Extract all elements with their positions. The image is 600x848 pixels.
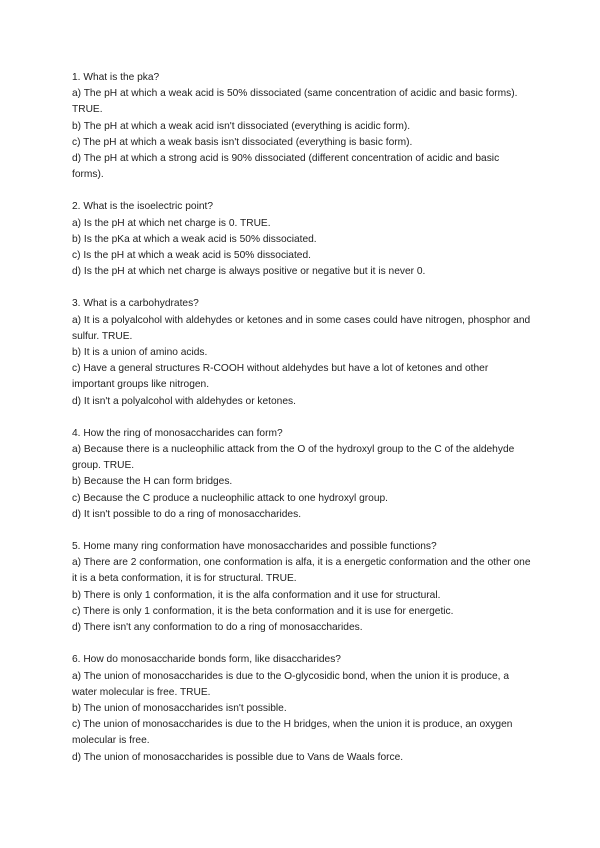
- answer-option-b: b) The pH at which a weak acid isn't dissociated (everything is acidic form).: [72, 120, 411, 132]
- question-title: 4. How the ring of monosaccharides can form?: [72, 427, 283, 439]
- answer-option-c: c) The pH at which a weak basis isn't dissociated (everything is basic form).: [72, 136, 413, 148]
- answer-option-a: a) It is a polyalcohol with aldehydes or ketones and in some cases could have nitrogen, phosphor and sulfur. TRUE.: [72, 314, 531, 342]
- question-4: [72, 426, 532, 523]
- answer-option-c: c) The union of monosaccharides is due to the H bridges, when the union it is produce, an oxygen molecular is free.: [72, 719, 513, 747]
- answer-option-b: b) Is the pKa at which a weak acid is 50% dissociated.: [72, 233, 317, 245]
- question-1: [72, 70, 532, 183]
- answer-option-a: a) The union of monosaccharides is due to the O-glycosidic bond, when the union it is produce, a water molecular is free. TRUE.: [72, 670, 510, 698]
- answer-option-b: b) There is only 1 conformation, it is the alfa conformation and it use for structural.: [72, 589, 441, 601]
- answer-option-d: d) The union of monosaccharides is possible due to Vans de Waals force.: [72, 751, 404, 763]
- answer-option-a: a) There are 2 conformation, one conformation is alfa, it is a energetic conformation and the other one it is a beta conformation, it is for structural. TRUE.: [72, 557, 531, 585]
- question-5: [72, 539, 532, 636]
- answer-option-d: d) There isn't any conformation to do a ring of monosaccharides.: [72, 622, 363, 634]
- answer-option-d: d) The pH at which a strong acid is 90% dissociated (different concentration of acidic and basic forms).: [72, 153, 500, 181]
- answer-option-a: a) The pH at which a weak acid is 50% dissociated (same concentration of acidic and basic forms). TRUE.: [72, 88, 518, 116]
- answer-option-c: c) There is only 1 conformation, it is the beta conformation and it is use for energetic.: [72, 605, 454, 617]
- question-title: 6. How do monosaccharide bonds form, like disaccharides?: [72, 654, 341, 666]
- question-title: 5. Home many ring conformation have monosaccharides and possible functions?: [72, 541, 437, 553]
- answer-option-d: d) It isn't possible to do a ring of monosaccharides.: [72, 508, 302, 520]
- answer-option-d: d) It isn't a polyalcohol with aldehydes or ketones.: [72, 395, 296, 407]
- document-page: [72, 70, 532, 782]
- question-title: 2. What is the isoelectric point?: [72, 201, 213, 213]
- answer-option-c: c) Is the pH at which a weak acid is 50% dissociated.: [72, 250, 311, 262]
- answer-option-c: c) Because the C produce a nucleophilic attack to one hydroxyl group.: [72, 492, 388, 504]
- answer-option-b: b) Because the H can form bridges.: [72, 476, 233, 488]
- question-title: 3. What is a carbohydrates?: [72, 298, 199, 310]
- answer-option-b: b) The union of monosaccharides isn't possible.: [72, 702, 287, 714]
- answer-option-b: b) It is a union of amino acids.: [72, 347, 208, 359]
- answer-option-d: d) Is the pH at which net charge is always positive or negative but it is never 0.: [72, 266, 426, 278]
- answer-option-a: a) Is the pH at which net charge is 0. TRUE.: [72, 217, 271, 229]
- question-6: [72, 652, 532, 765]
- answer-option-a: a) Because there is a nucleophilic attack from the O of the hydroxyl group to the C of the aldehyde group. TRUE.: [72, 444, 515, 472]
- question-2: [72, 199, 532, 280]
- question-3: [72, 296, 532, 409]
- question-title: 1. What is the pka?: [72, 72, 160, 83]
- answer-option-c: c) Have a general structures R-COOH without aldehydes but have a lot of ketones and other important groups like nitrogen.: [72, 363, 489, 391]
